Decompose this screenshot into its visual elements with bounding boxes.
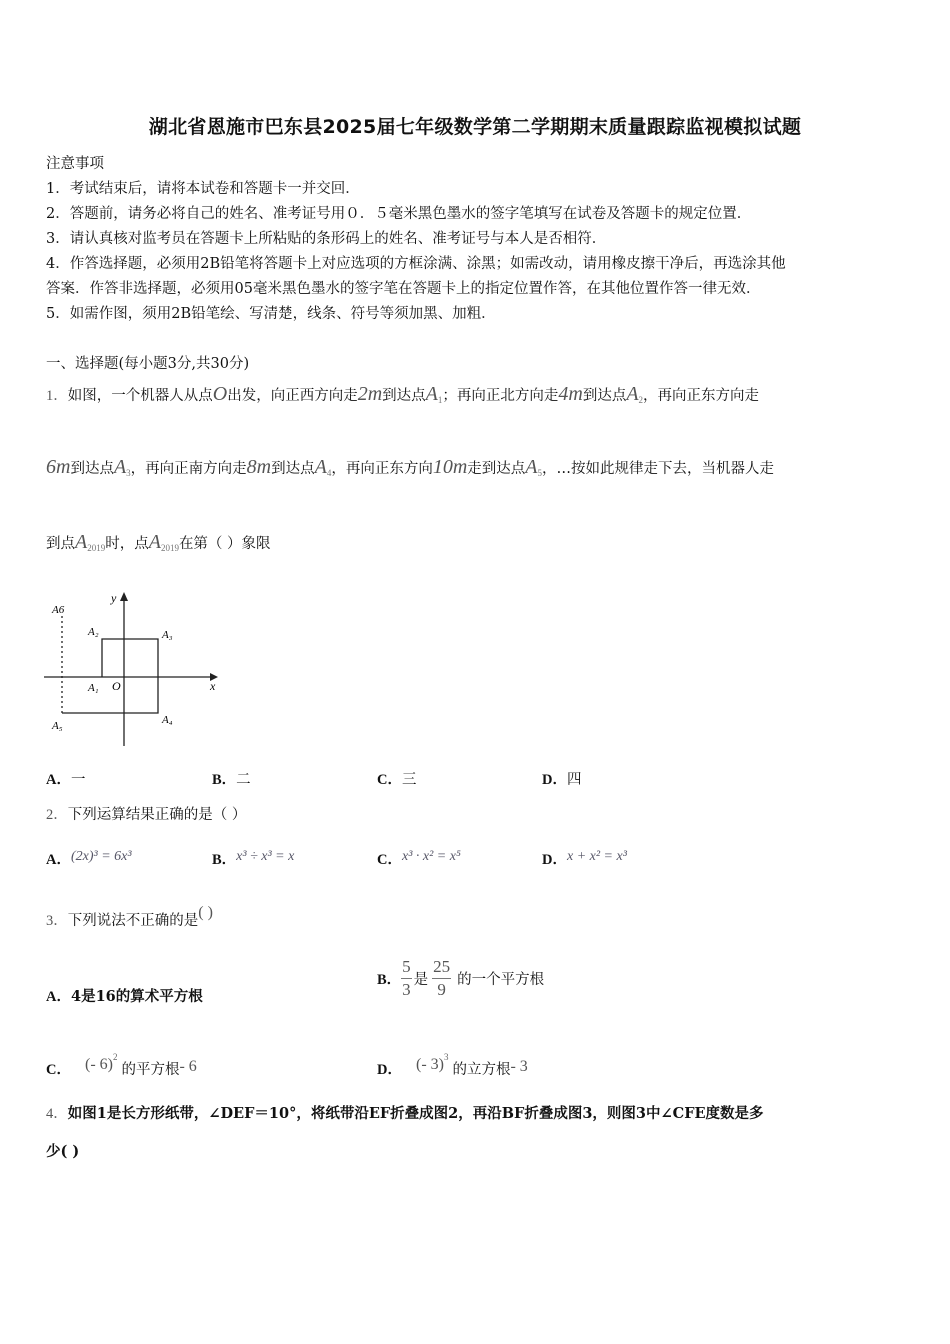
- point-a5: $A_5$: [525, 456, 543, 478]
- label-a6: A6: [52, 604, 65, 616]
- q4-stem-line-2: 少( ): [46, 1143, 80, 1160]
- notice-item: 4．作答选择题，必须用2B铅笔将答题卡上对应选项的方框涂满、涂黑；如需改动，请用橡皮擦干净后，再选涂其他: [46, 256, 786, 272]
- notice-item: 答案．作答非选择题，必须用05毫米黑色墨水的签字笔在答题卡上的指定位置作答，在其他位置作答一律无效．: [46, 281, 761, 297]
- label-o: O: [112, 679, 121, 693]
- q3-paren: ( ): [198, 904, 213, 921]
- label-a1: A₁: [88, 682, 99, 694]
- q1-text: 如图，一个机器人从点: [67, 388, 213, 404]
- q3-number: 3．: [46, 913, 68, 929]
- q1-text: 到达点: [582, 388, 627, 404]
- label-a5: A₅: [52, 720, 63, 732]
- q2-stem: [46, 803, 246, 824]
- notice-item: 2．答题前，请务必将自己的姓名、准考证号用０．５毫米黑色墨水的签字笔填写在试卷及答题卡的规定位置．: [46, 206, 752, 222]
- q1-text: 时，点: [105, 536, 149, 552]
- notice-item: 1．考试结束后，请将本试卷和答题卡一并交回．: [46, 181, 360, 197]
- q2-text: 下列运算结果正确的是（ ）: [67, 807, 247, 823]
- fraction-5-3: $\frac{5}{3}$: [402, 957, 411, 999]
- q3-option-a[interactable]: A．4是16的算术平方根: [46, 988, 203, 1005]
- q3-text: 下列说法不正确的是: [67, 913, 199, 929]
- q1-option-b[interactable]: B．二: [212, 772, 251, 788]
- notice-item: 5．如需作图，须用2B铅笔绘、写清楚，线条、符号等须加黑、加粗．: [46, 306, 496, 322]
- q1-text: ，再向正东方向: [331, 461, 433, 477]
- label-a2: A₂: [88, 626, 99, 638]
- q1-text: ，再向正南方向走: [130, 461, 247, 477]
- point-a2: $A_2$: [626, 383, 644, 405]
- q4-number: 4．: [46, 1106, 68, 1122]
- label-a4: A₄: [162, 714, 173, 726]
- robot-path-figure: [40, 588, 230, 753]
- value-neg3: - 3: [510, 1058, 528, 1075]
- point-a3: $A_3$: [113, 456, 131, 478]
- q3-option-b[interactable]: B． $\frac{5}{3}$ 是 $\frac{25}{9}$ 的一个平方根: [377, 957, 545, 999]
- robot-path: [62, 639, 158, 713]
- distance-4m: 4m: [558, 383, 583, 405]
- q1-text: 到达点: [271, 461, 315, 477]
- point-a4: $A_4$: [314, 456, 332, 478]
- page-title: 湖北省恩施市巴东县2025届七年级数学第二学期期末质量跟踪监视模拟试题: [148, 116, 802, 138]
- q4-text: 如图1是长方形纸带，∠DEF＝10°，将纸带沿EF折叠成图2，再沿BF折叠成图3，则图3中∠CFE度数是多: [67, 1105, 764, 1122]
- q3-option-c[interactable]: C． (- 6)$^2$的平方根- 6: [46, 1052, 197, 1078]
- expr-neg3-cubed: (- 3)$^3$: [415, 1052, 449, 1073]
- label-y: y: [111, 591, 117, 605]
- distance-10m: 10m: [432, 456, 468, 478]
- q2-number: 2．: [46, 807, 68, 823]
- notice-heading: 注意事项: [46, 156, 104, 172]
- distance-8m: 8m: [246, 456, 272, 478]
- q1-number: 1．: [46, 388, 68, 404]
- point-o: O: [212, 383, 228, 405]
- q2-option-a[interactable]: A．(2x)³ = 6x³: [46, 849, 132, 868]
- q1-text: 走到达点: [467, 461, 526, 477]
- q4-stem-line-1: [46, 1102, 764, 1123]
- q1-text: 到达点: [382, 388, 426, 404]
- q1-line-2: [46, 456, 774, 479]
- q1-text: 出发，向正西方向走: [227, 388, 358, 404]
- section-heading: 一、选择题(每小题3分,共30分): [46, 356, 250, 372]
- value-neg6: - 6: [179, 1058, 197, 1075]
- distance-6m: 6m: [46, 456, 71, 478]
- fraction-25-9: $\frac{25}{9}$: [433, 957, 451, 999]
- q1-text: ，…按如此规律走下去，当机器人走: [542, 461, 775, 477]
- expr-neg6-squared: (- 6)$^2$: [84, 1052, 118, 1073]
- label-a3: A₃: [162, 629, 173, 641]
- q1-text: ；再向正北方向走: [442, 388, 559, 404]
- q1-text: ，再向正东方向走: [643, 388, 760, 404]
- q1-text: 在第（ ）象限: [178, 536, 271, 552]
- q1-line-3: [46, 531, 271, 554]
- q2-option-b[interactable]: B．x³ ÷ x³ = x: [212, 849, 295, 868]
- label-x: x: [210, 679, 216, 693]
- q1-option-c[interactable]: C．三: [377, 772, 417, 788]
- q3-option-d[interactable]: D． (- 3)$^3$的立方根- 3: [377, 1052, 528, 1078]
- q2-option-d[interactable]: D．x + x² = x³: [542, 849, 627, 868]
- q1-line-1: [46, 383, 759, 406]
- y-axis-arrow: [120, 592, 128, 601]
- point-a1: $A_1$: [425, 383, 443, 405]
- q2-option-c[interactable]: C．x³ · x² = x⁵: [377, 849, 461, 868]
- q3-stem: [46, 904, 213, 930]
- distance-2m: 2m: [357, 383, 383, 405]
- point-a2019: $A_{2019}$: [148, 531, 179, 553]
- notice-item: 3．请认真核对监考员在答题卡上所粘贴的条形码上的姓名、准考证号与本人是否相符．: [46, 231, 607, 247]
- q1-option-d[interactable]: D．四: [542, 772, 582, 788]
- q1-text: 到点: [46, 536, 75, 552]
- point-a2019: $A_{2019}$: [75, 531, 106, 553]
- q1-option-a[interactable]: A．一: [46, 772, 86, 788]
- q1-text: 到达点: [70, 461, 114, 477]
